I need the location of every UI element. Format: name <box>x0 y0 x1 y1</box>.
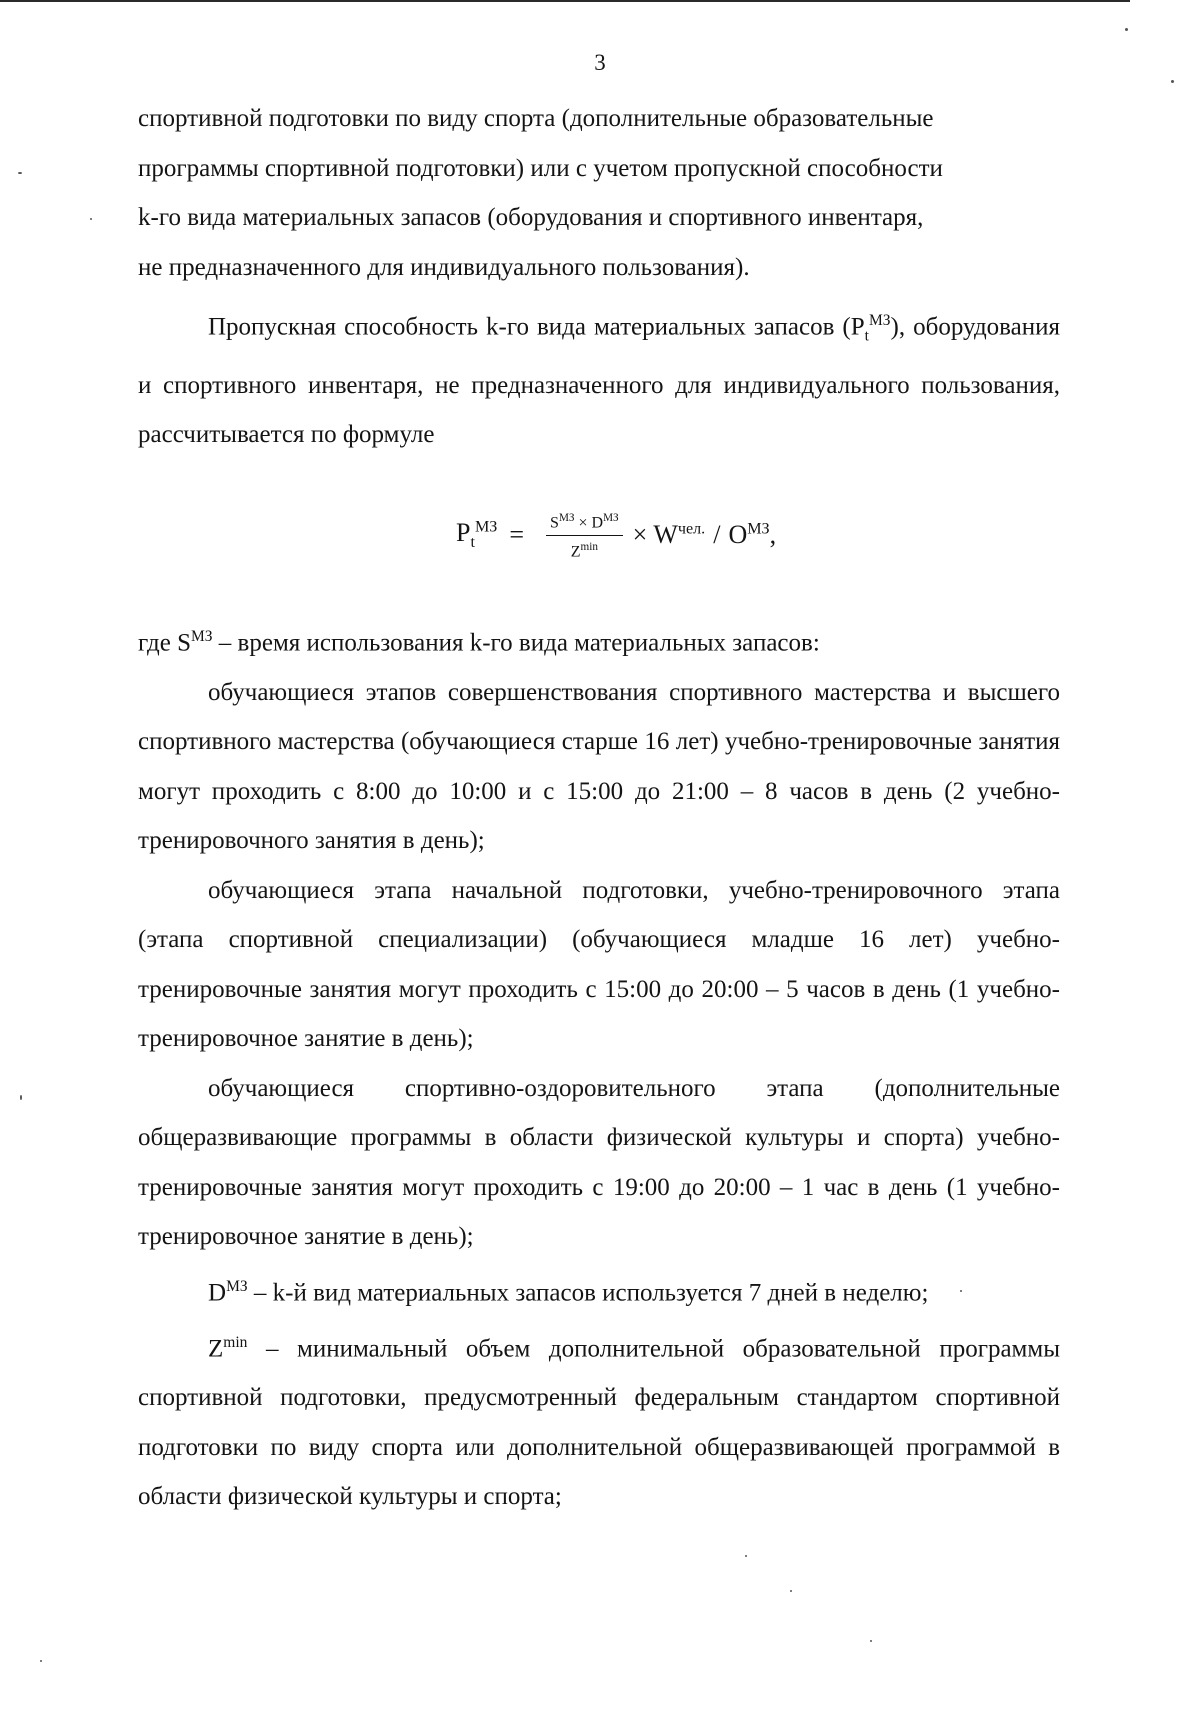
text-line: спортивной подготовки по виду спорта (дополнительные образовательные <box>138 105 934 132</box>
scan-speck <box>18 172 22 174</box>
text-line: k-го вида материальных запасов (оборудования и спортивного инвентаря, <box>138 204 924 231</box>
capacity-sup-mz: МЗ <box>868 312 891 329</box>
d-definition <box>138 1262 1060 1318</box>
capacity-text-a: Пропускная способность k-го вида материальных запасов (P <box>208 313 865 341</box>
where-sup: МЗ <box>190 628 213 645</box>
formula-fraction <box>546 508 623 562</box>
z-rest: – минимальный объем дополнительной образовательной программы спортивной подготовки, предусмотренный федеральным стандартом спортивной подготовки по виду спорта или дополнительной общеразвивающей программой в области физической культуры и спорта; <box>138 1334 1060 1511</box>
text-line: программы спортивной подготовки) или с учетом пропускной способности <box>138 154 943 182</box>
formula-slash: / <box>713 520 721 549</box>
scan-speck <box>870 1640 872 1642</box>
scan-speck <box>1125 28 1128 31</box>
definitions-block <box>138 612 1060 1522</box>
formula-p: P <box>456 517 471 547</box>
z-sup: min <box>223 1333 248 1351</box>
o-base: O <box>728 520 748 549</box>
fraction-denominator <box>571 536 598 562</box>
page-number: 3 <box>594 50 606 75</box>
formula-p-sup: МЗ <box>474 518 498 536</box>
scan-speck <box>1171 80 1174 83</box>
scan-speck <box>745 1555 747 1557</box>
formula-times: × <box>632 520 648 549</box>
z-definition <box>138 1318 1060 1522</box>
d-base: D <box>208 1279 227 1307</box>
formula-comma: , <box>769 520 777 549</box>
where-s-line <box>138 612 1060 668</box>
num-s-sup: МЗ <box>558 512 575 525</box>
group-junior: обучающиеся этапа начальной подготовки, учебно-тренировочного этапа (этапа спортивной специализации) (обучающиеся младше 16 лет) учебно-тренировочные занятия могут проходить с 15:00 до 20:00 – 5 часов в день (1 учебно-тренировочное занятие в день); <box>138 876 1060 1053</box>
capacity-paragraph <box>138 296 1060 460</box>
text-line: не предназначенного для индивидуального пользования). <box>138 253 750 281</box>
group-recreational: обучающиеся спортивно-оздоровительного этапа (дополнительные общеразвивающие программы в области физической культуры и спорта) учебно-тренировочные занятия могут проходить с 19:00 до 20:00 – 1 час в день (1 учебно-тренировочное занятие в день); <box>138 1074 1060 1251</box>
den-z: Z <box>570 542 581 560</box>
capacity-formula <box>456 500 776 570</box>
where-prefix: где S <box>138 629 191 657</box>
capacity-text-b: ), оборудования и спортивного инвентаря, не предназначенного для индивидуального пользования, рассчитывается по формуле <box>138 313 1060 449</box>
formula-w <box>653 520 705 550</box>
o-sup: МЗ <box>747 520 770 538</box>
w-sup: чел. <box>677 520 706 538</box>
num-times: × <box>574 514 592 532</box>
fraction-numerator <box>546 508 623 535</box>
formula-p-sub: t <box>470 534 475 552</box>
scan-top-edge-line <box>0 0 1130 2</box>
w-base: W <box>653 520 678 549</box>
den-z-sup: min <box>580 540 598 553</box>
z-base: Z <box>208 1334 224 1362</box>
scan-speck <box>90 218 92 220</box>
d-sup: МЗ <box>226 1277 248 1295</box>
formula-o <box>728 520 769 550</box>
formula-equals: = <box>509 520 525 549</box>
capacity-sub-t: t <box>864 327 869 345</box>
num-d-sup: МЗ <box>603 512 619 525</box>
where-rest: – время использования k-го вида материальных запасов: <box>212 629 820 657</box>
group-senior: обучающиеся этапов совершенствования спортивного мастерства и высшего спортивного мастерства (обучающиеся старше 16 лет) учебно-тренировочные занятия могут проходить с 8:00 до 10:00 и с 15:00 до 21:00 – 8 часов в день (2 учебно-тренировочного занятия в день); <box>138 678 1060 855</box>
scan-speck <box>40 1660 42 1662</box>
formula-lhs <box>456 518 497 552</box>
scan-speck <box>960 1290 962 1292</box>
d-rest: – k-й вид материальных запасов используется 7 дней в неделю; <box>247 1279 929 1307</box>
capacity-text <box>138 296 1060 460</box>
scan-speck <box>20 1095 22 1100</box>
num-s: S <box>550 514 559 532</box>
continuation-paragraph <box>138 94 1060 292</box>
num-d: D <box>591 514 604 532</box>
scan-speck <box>790 1590 792 1592</box>
